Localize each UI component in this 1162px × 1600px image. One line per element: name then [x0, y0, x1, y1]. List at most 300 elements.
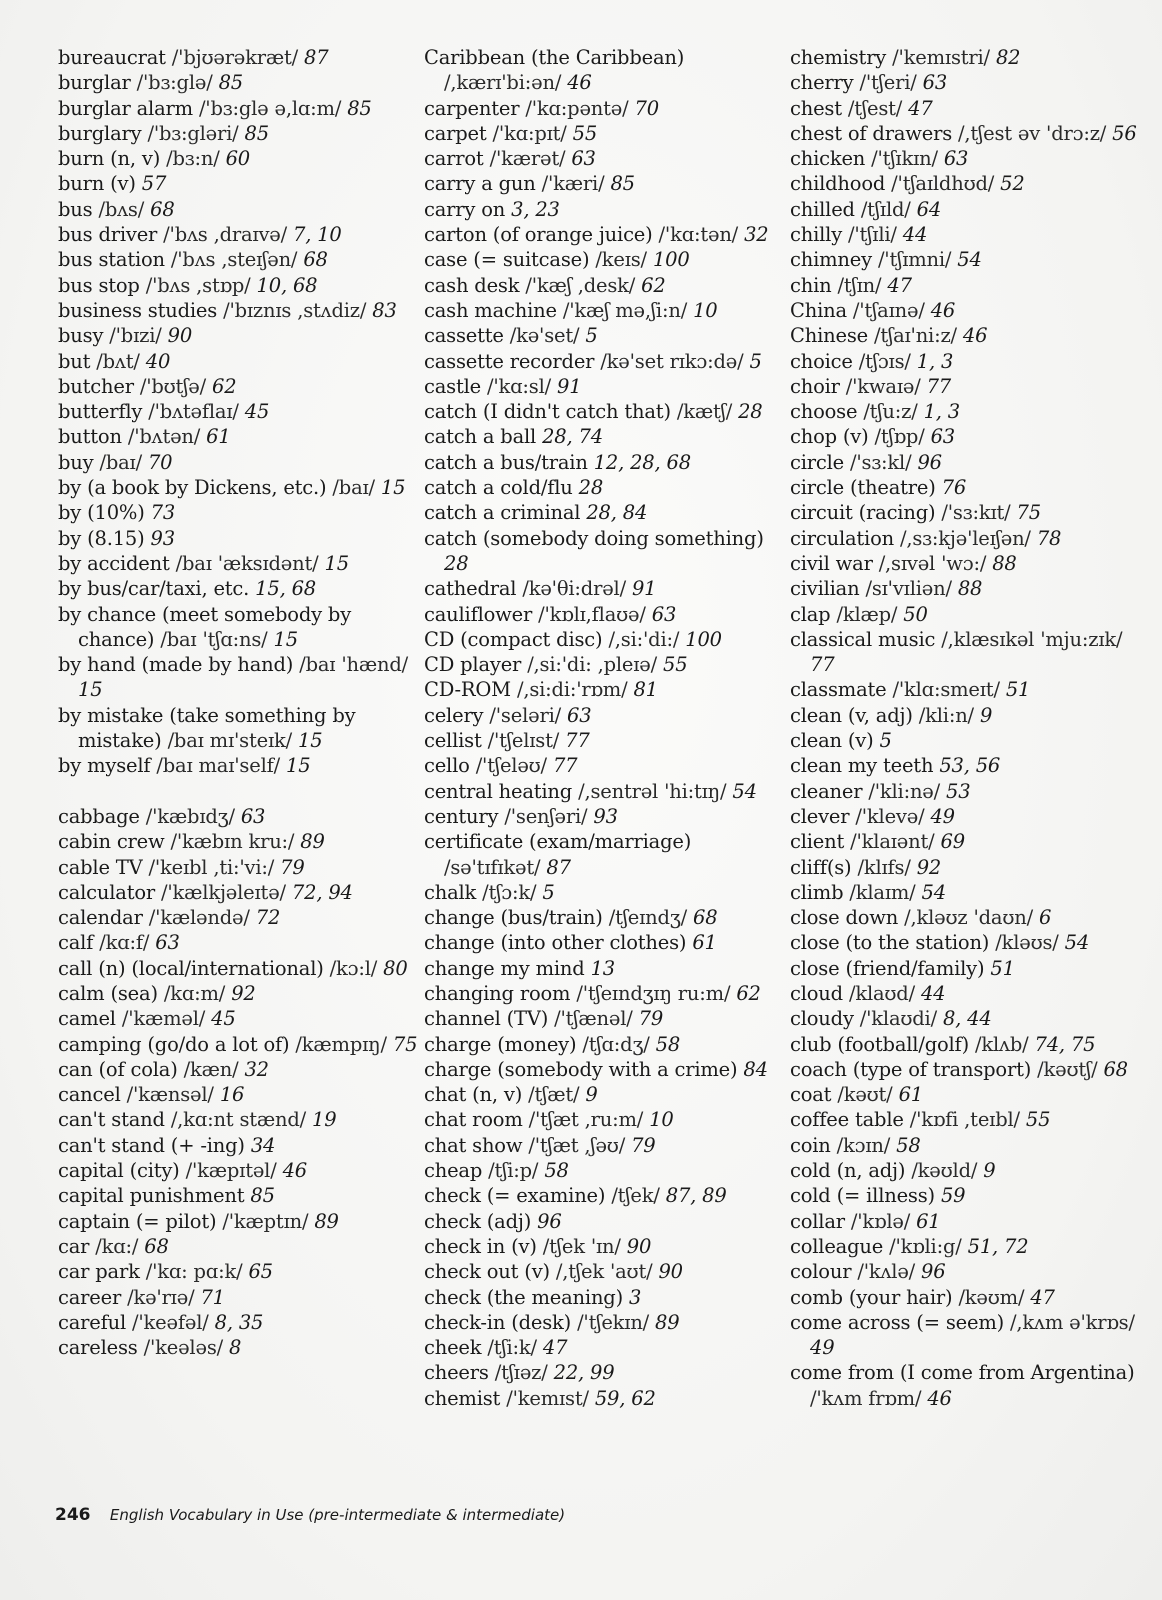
entry-unit-numbers: 63: [651, 602, 677, 626]
entry-headword: can't stand (+ -ing): [58, 1133, 245, 1157]
index-entry: [58, 399, 418, 424]
entry-unit-numbers: 13: [590, 956, 615, 980]
entry-unit-numbers: 7, 10: [293, 223, 342, 247]
entry-unit-numbers: 47: [908, 96, 933, 120]
entry-pronunciation: /kæmpɪŋ/: [295, 1032, 387, 1056]
entry-headword: cheers: [424, 1361, 489, 1385]
entry-unit-numbers: 15: [286, 754, 311, 778]
entry-pronunciation: /,si:di:'rɒm/: [516, 678, 628, 702]
entry-unit-numbers: 85: [610, 172, 635, 196]
entry-pronunciation: /,kærɪ'bi:ən/: [444, 71, 562, 95]
entry-unit-numbers: 61: [916, 1209, 941, 1233]
entry-headword: captain (= pilot): [58, 1209, 217, 1233]
entry-headword: catch a ball: [424, 425, 537, 449]
entry-unit-numbers: 58: [544, 1159, 569, 1183]
entry-unit-numbers: 61: [206, 425, 231, 449]
entry-unit-numbers: 89: [314, 1209, 339, 1233]
entry-unit-numbers: 46: [282, 1159, 307, 1183]
entry-unit-numbers: 57: [141, 172, 167, 196]
entry-headword: carry a gun: [424, 172, 536, 196]
index-entry: [790, 45, 1150, 70]
entry-unit-numbers: 63: [922, 71, 948, 95]
entry-unit-numbers: 100: [652, 248, 690, 272]
entry-headword: clean my teeth: [790, 754, 934, 778]
index-entry: [424, 475, 784, 500]
entry-unit-numbers: 82: [995, 46, 1021, 69]
entry-unit-numbers: 6: [1038, 906, 1052, 930]
index-entry: [424, 1360, 784, 1385]
entry-pronunciation: /tʃɪəz/: [494, 1361, 548, 1385]
entry-headword: cheap: [424, 1159, 483, 1183]
index-entry: [58, 1107, 418, 1132]
entry-unit-numbers: 5: [542, 880, 555, 904]
entry-unit-numbers: 15: [273, 627, 298, 651]
index-entry: [424, 804, 784, 829]
entry-unit-numbers: 63: [571, 147, 596, 171]
index-entry: [424, 930, 784, 955]
entry-pronunciation: /'kemɪstri/: [892, 46, 990, 69]
entry-pronunciation: /kætʃ/: [676, 400, 733, 424]
index-entry: [424, 1234, 784, 1259]
entry-headword: calf: [58, 931, 94, 955]
entry-unit-numbers: 44: [920, 981, 946, 1005]
index-entry: [790, 551, 1150, 576]
index-entry: [58, 1209, 418, 1234]
index-entry: [790, 171, 1150, 196]
index-entry: [790, 905, 1150, 930]
entry-headword: circle (theatre): [790, 476, 936, 500]
index-entry: [790, 703, 1150, 728]
entry-unit-numbers: 16: [219, 1083, 245, 1107]
entry-unit-numbers: 59: [940, 1184, 966, 1208]
entry-pronunciation: /kə'set rɪkɔ:də/: [600, 349, 744, 373]
entry-unit-numbers: 53, 56: [939, 754, 1001, 778]
index-entry: [58, 576, 418, 601]
index-column-2: [424, 45, 784, 1411]
entry-headword: cable TV: [58, 855, 143, 879]
index-entry: [790, 1006, 1150, 1031]
index-entry: [790, 753, 1150, 778]
entry-headword: celery: [424, 703, 484, 727]
entry-pronunciation: /'kærət/: [489, 147, 566, 171]
entry-unit-numbers: 51: [1005, 678, 1031, 702]
entry-unit-numbers: 79: [638, 1007, 664, 1031]
index-entry: [790, 677, 1150, 702]
index-entry: [58, 829, 418, 854]
entry-headword: choose: [790, 400, 858, 424]
entry-headword: carpet: [424, 121, 487, 145]
entry-unit-numbers: 46: [567, 71, 592, 95]
index-entry: [58, 930, 418, 955]
entry-headword: CD-ROM: [424, 678, 511, 702]
index-entry: [58, 981, 418, 1006]
entry-pronunciation: /,si:'di: ,pleɪə/: [527, 653, 658, 677]
entry-headword: chicken: [790, 147, 866, 171]
entry-headword: camel: [58, 1007, 116, 1031]
entry-unit-numbers: 90: [658, 1260, 683, 1284]
entry-headword: check (adj): [424, 1209, 532, 1233]
index-entry: [424, 627, 784, 652]
entry-unit-numbers: 15: [324, 551, 349, 575]
entry-unit-numbers: 54: [921, 880, 946, 904]
entry-unit-numbers: 28, 74: [542, 425, 603, 449]
index-entry: [58, 450, 418, 475]
entry-headword: coach (type of transport): [790, 1057, 1032, 1081]
index-entry: [790, 349, 1150, 374]
entry-headword: chimney: [790, 248, 872, 272]
entry-unit-numbers: 89: [655, 1310, 680, 1334]
entry-unit-numbers: 54: [957, 248, 982, 272]
entry-headword: choir: [790, 374, 840, 398]
entry-unit-numbers: 65: [248, 1260, 273, 1284]
entry-headword: childhood: [790, 172, 886, 196]
entry-pronunciation: /'kemɪst/: [506, 1386, 589, 1410]
entry-unit-numbers: 68: [693, 906, 718, 930]
index-entry: [424, 298, 784, 323]
index-entry: [58, 323, 418, 348]
entry-unit-numbers: 40: [145, 349, 171, 373]
index-entry: [58, 880, 418, 905]
entry-pronunciation: /klæp/: [836, 602, 898, 626]
index-entry: [424, 1259, 784, 1284]
entry-unit-numbers: 77: [926, 374, 952, 398]
index-entry: [790, 804, 1150, 829]
entry-headword: China: [790, 298, 847, 322]
entry-unit-numbers: 8, 35: [214, 1310, 264, 1334]
entry-headword: case (= suitcase): [424, 248, 590, 272]
entry-unit-numbers: 85: [244, 121, 269, 145]
entry-pronunciation: /tʃɔɪs/: [858, 349, 911, 373]
entry-unit-numbers: 63: [943, 147, 969, 171]
index-entry: [424, 905, 784, 930]
entry-headword: cleaner: [790, 779, 863, 803]
entry-unit-numbers: 64: [916, 197, 942, 221]
entry-unit-numbers: 10: [693, 298, 718, 322]
index-entry: [790, 526, 1150, 551]
entry-headword: cabbage: [58, 804, 140, 828]
entry-pronunciation: /'tʃɪkɪn/: [871, 147, 938, 171]
entry-pronunciation: /'klaɪənt/: [850, 830, 935, 854]
entry-unit-numbers: 19: [312, 1108, 337, 1132]
index-entry: [58, 1259, 418, 1284]
entry-unit-numbers: 5: [585, 324, 598, 348]
entry-headword: cauliflower: [424, 602, 533, 626]
entry-pronunciation: /kə'rɪə/: [127, 1285, 195, 1309]
entry-pronunciation: /kəʊt/: [837, 1083, 893, 1107]
entry-headword: cello: [424, 754, 470, 778]
index-entry: [58, 956, 418, 981]
index-entry: [58, 197, 418, 222]
entry-unit-numbers: 100: [685, 627, 722, 651]
entry-headword: colleague: [790, 1234, 884, 1258]
entry-pronunciation: /tʃɑ:dʒ/: [582, 1032, 650, 1056]
entry-headword: buy: [58, 450, 94, 474]
index-entry: [424, 880, 784, 905]
entry-pronunciation: /kɑ:/: [95, 1234, 139, 1258]
entry-headword: chest: [790, 96, 842, 120]
entry-unit-numbers: 93: [593, 804, 618, 828]
index-entry: [790, 70, 1150, 95]
index-entry: [424, 1285, 784, 1310]
index-entry: [58, 855, 418, 880]
entry-headword: bureaucrat: [58, 46, 166, 69]
entry-unit-numbers: 28: [444, 551, 469, 575]
entry-pronunciation: /'bɪznɪs ,stʌdiz/: [223, 298, 367, 322]
entry-pronunciation: /'kæləndə/: [148, 906, 250, 930]
entry-pronunciation: /'bɜ:glə/: [136, 71, 213, 95]
index-entry: [790, 146, 1150, 171]
index-entry: [790, 930, 1150, 955]
index-entry: [790, 1082, 1150, 1107]
entry-pronunciation: /klʌb/: [974, 1032, 1029, 1056]
entry-pronunciation: /klaɪm/: [849, 880, 916, 904]
entry-headword: check (= examine): [424, 1184, 606, 1208]
entry-unit-numbers: 51, 72: [967, 1234, 1029, 1258]
entry-pronunciation: /'kɑ: pɑ:k/: [145, 1260, 243, 1284]
entry-unit-numbers: 58: [655, 1032, 681, 1056]
index-entry: [790, 880, 1150, 905]
entry-headword: chemistry: [790, 46, 887, 69]
entry-headword: check in (v): [424, 1234, 537, 1258]
index-entry: [424, 1082, 784, 1107]
entry-pronunciation: /tʃek/: [611, 1184, 660, 1208]
entry-unit-numbers: 15: [297, 729, 323, 753]
entry-unit-numbers: 46: [930, 298, 956, 322]
index-entry: [58, 905, 418, 930]
entry-pronunciation: /kəʊm/: [958, 1285, 1025, 1309]
entry-pronunciation: /klaʊd/: [848, 981, 915, 1005]
index-entry: [424, 349, 784, 374]
entry-unit-numbers: 79: [280, 855, 305, 879]
entry-headword: capital (city): [58, 1159, 180, 1183]
entry-unit-numbers: 84: [743, 1057, 768, 1081]
entry-unit-numbers: 28, 84: [586, 501, 648, 525]
entry-unit-numbers: 61: [898, 1083, 923, 1107]
entry-unit-numbers: 52: [1000, 172, 1025, 196]
entry-headword: by chance (meet somebody by chance): [58, 602, 352, 651]
entry-pronunciation: /'senʃəri/: [504, 804, 588, 828]
entry-pronunciation: /'bʌtən/: [127, 425, 201, 449]
entry-pronunciation: /'kʌlə/: [857, 1260, 916, 1284]
page-footer: [55, 1505, 565, 1525]
index-entry: [790, 1360, 1150, 1411]
entry-headword: chilly: [790, 223, 843, 247]
entry-headword: cassette recorder: [424, 349, 595, 373]
entry-unit-numbers: 44: [902, 223, 928, 247]
entry-pronunciation: /,si:'di:/: [608, 627, 680, 651]
entry-unit-numbers: 49: [810, 1336, 835, 1360]
entry-headword: circle: [790, 450, 844, 474]
entry-headword: check (the meaning): [424, 1285, 623, 1309]
entry-unit-numbers: 96: [921, 1260, 946, 1284]
index-entry: [424, 956, 784, 981]
entry-headword: carpenter: [424, 96, 520, 120]
index-entry: [424, 1107, 784, 1132]
entry-pronunciation: /'kæbɪdʒ/: [145, 804, 235, 828]
entry-unit-numbers: 63: [930, 425, 956, 449]
entry-pronunciation: /baɪ 'æksɪdənt/: [175, 551, 319, 575]
entry-pronunciation: /'tʃæt ,ru:m/: [528, 1108, 644, 1132]
entry-pronunciation: /bʌt/: [96, 349, 140, 373]
index-entry: [424, 602, 784, 627]
entry-unit-numbers: 47: [887, 273, 912, 297]
entry-pronunciation: /sə'tɪfɪkət/: [444, 855, 541, 879]
entry-pronunciation: /'klɑ:smeɪt/: [892, 678, 1000, 702]
entry-pronunciation: /'tʃelɪst/: [487, 729, 560, 753]
index-entry: [424, 374, 784, 399]
entry-headword: career: [58, 1285, 122, 1309]
entry-pronunciation: /,sɪvəl 'wɔ:/: [878, 551, 987, 575]
entry-pronunciation: /bʌs/: [98, 197, 145, 221]
entry-pronunciation: /'keəfəl/: [132, 1310, 209, 1334]
entry-unit-numbers: 45: [211, 1007, 236, 1031]
index-entry: [790, 273, 1150, 298]
index-entry: [424, 1057, 784, 1082]
entry-unit-numbers: 22, 99: [553, 1361, 615, 1385]
page-number: 246: [55, 1505, 91, 1525]
entry-headword: butcher: [58, 374, 134, 398]
index-entry: [424, 1006, 784, 1031]
entry-headword: CD player: [424, 653, 522, 677]
index-entry: [58, 374, 418, 399]
index-entry: [58, 1285, 418, 1310]
entry-headword: clap: [790, 602, 831, 626]
entry-headword: by mistake (take something by mistake): [58, 703, 356, 753]
entry-pronunciation: /'kæri/: [541, 172, 605, 196]
index-entry: [424, 1386, 784, 1411]
index-entry: [424, 450, 784, 475]
entry-unit-numbers: 85: [218, 71, 243, 95]
entry-headword: chat show: [424, 1133, 523, 1157]
index-entry: [58, 247, 418, 272]
index-entry: [790, 855, 1150, 880]
entry-headword: by (10%): [58, 501, 145, 525]
entry-headword: cabin crew: [58, 830, 165, 854]
index-entry: [58, 171, 418, 196]
entry-unit-numbers: 61: [692, 931, 717, 955]
entry-pronunciation: /'keɪbl ,ti:'vi:/: [148, 855, 275, 879]
entry-headword: cold (= illness): [790, 1184, 935, 1208]
index-entry: [790, 602, 1150, 627]
entry-pronunciation: /'kɒlɪ,flaʊə/: [538, 602, 646, 626]
index-entry: [58, 45, 418, 70]
entry-unit-numbers: 12, 28, 68: [593, 450, 691, 474]
index-entry: [790, 475, 1150, 500]
entry-unit-numbers: 59, 62: [594, 1386, 656, 1410]
entry-headword: coffee table: [790, 1108, 904, 1132]
index-entry: [58, 652, 418, 703]
entry-pronunciation: /'bʌtəflaɪ/: [148, 400, 239, 424]
index-entry: [58, 1183, 418, 1208]
entry-unit-numbers: 75: [392, 1032, 418, 1056]
index-entry: [790, 1158, 1150, 1183]
entry-unit-numbers: 72, 94: [291, 880, 353, 904]
entry-unit-numbers: 3: [629, 1285, 642, 1309]
entry-headword: chop (v): [790, 425, 869, 449]
entry-pronunciation: /'kɑ:sl/: [486, 374, 551, 398]
index-entry: [58, 222, 418, 247]
entry-unit-numbers: 92: [231, 981, 256, 1005]
entry-pronunciation: /,tʃek 'aʊt/: [555, 1260, 653, 1284]
index-entry: [58, 703, 418, 754]
index-entry: [58, 1310, 418, 1335]
index-entry: [790, 1032, 1150, 1057]
index-entry: [790, 424, 1150, 449]
entry-unit-numbers: 28: [738, 400, 763, 424]
entry-pronunciation: /,kɑ:nt stænd/: [170, 1108, 307, 1132]
entry-unit-numbers: 51: [990, 956, 1015, 980]
entry-headword: Chinese: [790, 324, 868, 348]
entry-pronunciation: /kli:n/: [918, 703, 974, 727]
entry-headword: calculator: [58, 880, 156, 904]
entry-headword: business studies: [58, 298, 218, 322]
entry-headword: carton (of orange juice): [424, 223, 653, 247]
entry-headword: chest of drawers: [790, 121, 953, 145]
entry-headword: close down: [790, 906, 899, 930]
entry-pronunciation: /tʃɪld/: [860, 197, 911, 221]
entry-headword: circulation: [790, 526, 894, 550]
entry-unit-numbers: 5: [749, 349, 762, 373]
entry-pronunciation: /tʃɒp/: [874, 425, 925, 449]
index-entry: [790, 1234, 1150, 1259]
index-entry: [790, 197, 1150, 222]
entry-headword: cancel: [58, 1083, 121, 1107]
index-entry: [424, 981, 784, 1006]
entry-unit-numbers: 76: [941, 476, 967, 500]
entry-headword: clever: [790, 804, 850, 828]
entry-pronunciation: /baɪ/: [99, 450, 142, 474]
entry-unit-numbers: 54: [732, 779, 757, 803]
entry-pronunciation: /'bʌs ,steɪʃən/: [170, 248, 298, 272]
entry-pronunciation: /'tʃaɪnə/: [852, 298, 925, 322]
index-entry: [424, 399, 784, 424]
entry-pronunciation: /,kʌm ə'krɒs/: [1010, 1310, 1135, 1334]
entry-headword: chalk: [424, 880, 477, 904]
entry-headword: by hand (made by hand): [58, 653, 294, 677]
entry-pronunciation: /bɜ:n/: [166, 147, 220, 171]
index-entry: [790, 779, 1150, 804]
entry-pronunciation: /'tʃaɪldhʊd/: [891, 172, 995, 196]
entry-unit-numbers: 85: [347, 96, 372, 120]
entry-headword: car: [58, 1234, 90, 1258]
index-entry: [790, 1057, 1150, 1082]
index-entry: [58, 349, 418, 374]
entry-unit-numbers: 96: [917, 450, 942, 474]
index-entry: [424, 323, 784, 348]
entry-headword: catch (somebody doing something): [424, 526, 764, 550]
index-entry: [424, 247, 784, 272]
entry-headword: button: [58, 425, 122, 449]
entry-pronunciation: /kɔɪn/: [836, 1133, 891, 1157]
index-entry: [790, 374, 1150, 399]
entry-headword: change my mind: [424, 956, 585, 980]
entry-headword: by (a book by Dickens, etc.): [58, 476, 327, 500]
entry-pronunciation: /,sɜ:kjə'leɪʃən/: [900, 526, 1031, 550]
index-entry: [424, 273, 784, 298]
entry-unit-numbers: 62: [736, 981, 761, 1005]
entry-headword: chat room: [424, 1108, 523, 1132]
index-entry: [424, 171, 784, 196]
entry-pronunciation: /kɑ:m/: [163, 981, 226, 1005]
entry-unit-numbers: 53: [946, 779, 971, 803]
entry-headword: colour: [790, 1260, 852, 1284]
index-entry: [424, 1133, 784, 1158]
index-entry: [58, 1006, 418, 1031]
entry-unit-numbers: 34: [250, 1133, 276, 1157]
index-entry: [424, 677, 784, 702]
entry-pronunciation: /tʃest/: [847, 96, 903, 120]
entry-headword: channel (TV): [424, 1007, 549, 1031]
